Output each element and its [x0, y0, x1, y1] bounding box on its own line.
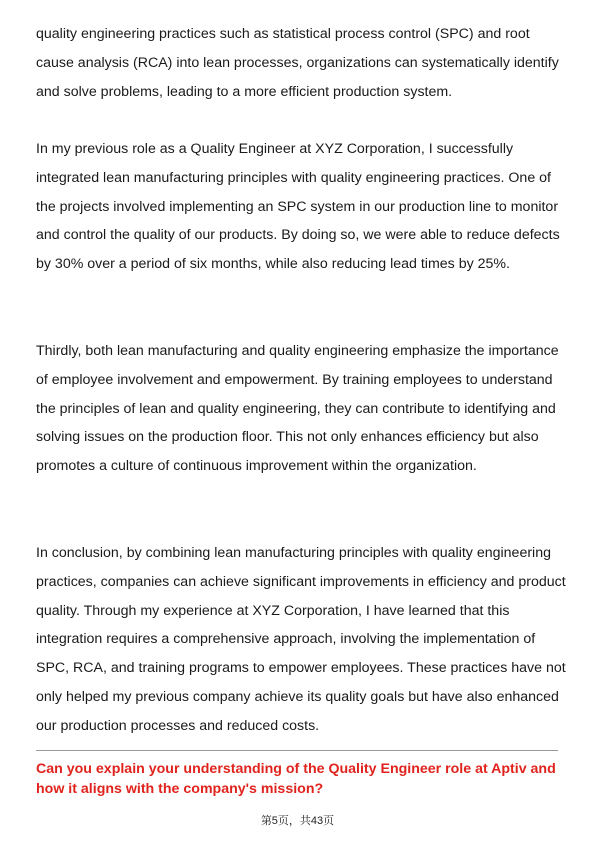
- body-paragraph: In conclusion, by combining lean manufacturing principles with quality engineering practices, companies can achieve significant improvements in efficiency and product quality. Through my experience at XYZ Corporation, I have learned that this integration requires a comprehensive approach, involving the implementation of SPC, RCA, and training programs to empower employees. These practices have not only helped my previous company achieve its quality goals but have also enhanced our production processes and reduced costs.: [36, 545, 566, 734]
- body-paragraph: quality engineering practices such as statistical process control (SPC) and root cause analysis (RCA) into lean processes, organizations can systematically identify and solve problems, leading to a more efficient production system.: [36, 26, 559, 100]
- interview-question-heading: Can you explain your understanding of the Quality Engineer role at Aptiv and how it aligns with the company's mission?: [36, 761, 556, 797]
- body-paragraph: In my previous role as a Quality Engineer at XYZ Corporation, I successfully integrated lean manufacturing principles with quality engineering practices. One of the projects involved implementing an SPC system in our production line to monitor and control the quality of our products. By doing so, we were able to reduce defects by 30% over a period of six months, while also reducing lead times by 25%.: [36, 141, 560, 273]
- section-divider: [36, 750, 558, 751]
- body-paragraph: Thirdly, both lean manufacturing and quality engineering emphasize the importance of employee involvement and empowerment. By training employees to understand the principles of lean and quality engineering, they can contribute to identifying and solving issues on the production floor. This not only enhances efficiency but also promotes a culture of continuous improvement within the organization.: [36, 343, 559, 475]
- page-number-footer: 第5页，共43页: [260, 815, 335, 827]
